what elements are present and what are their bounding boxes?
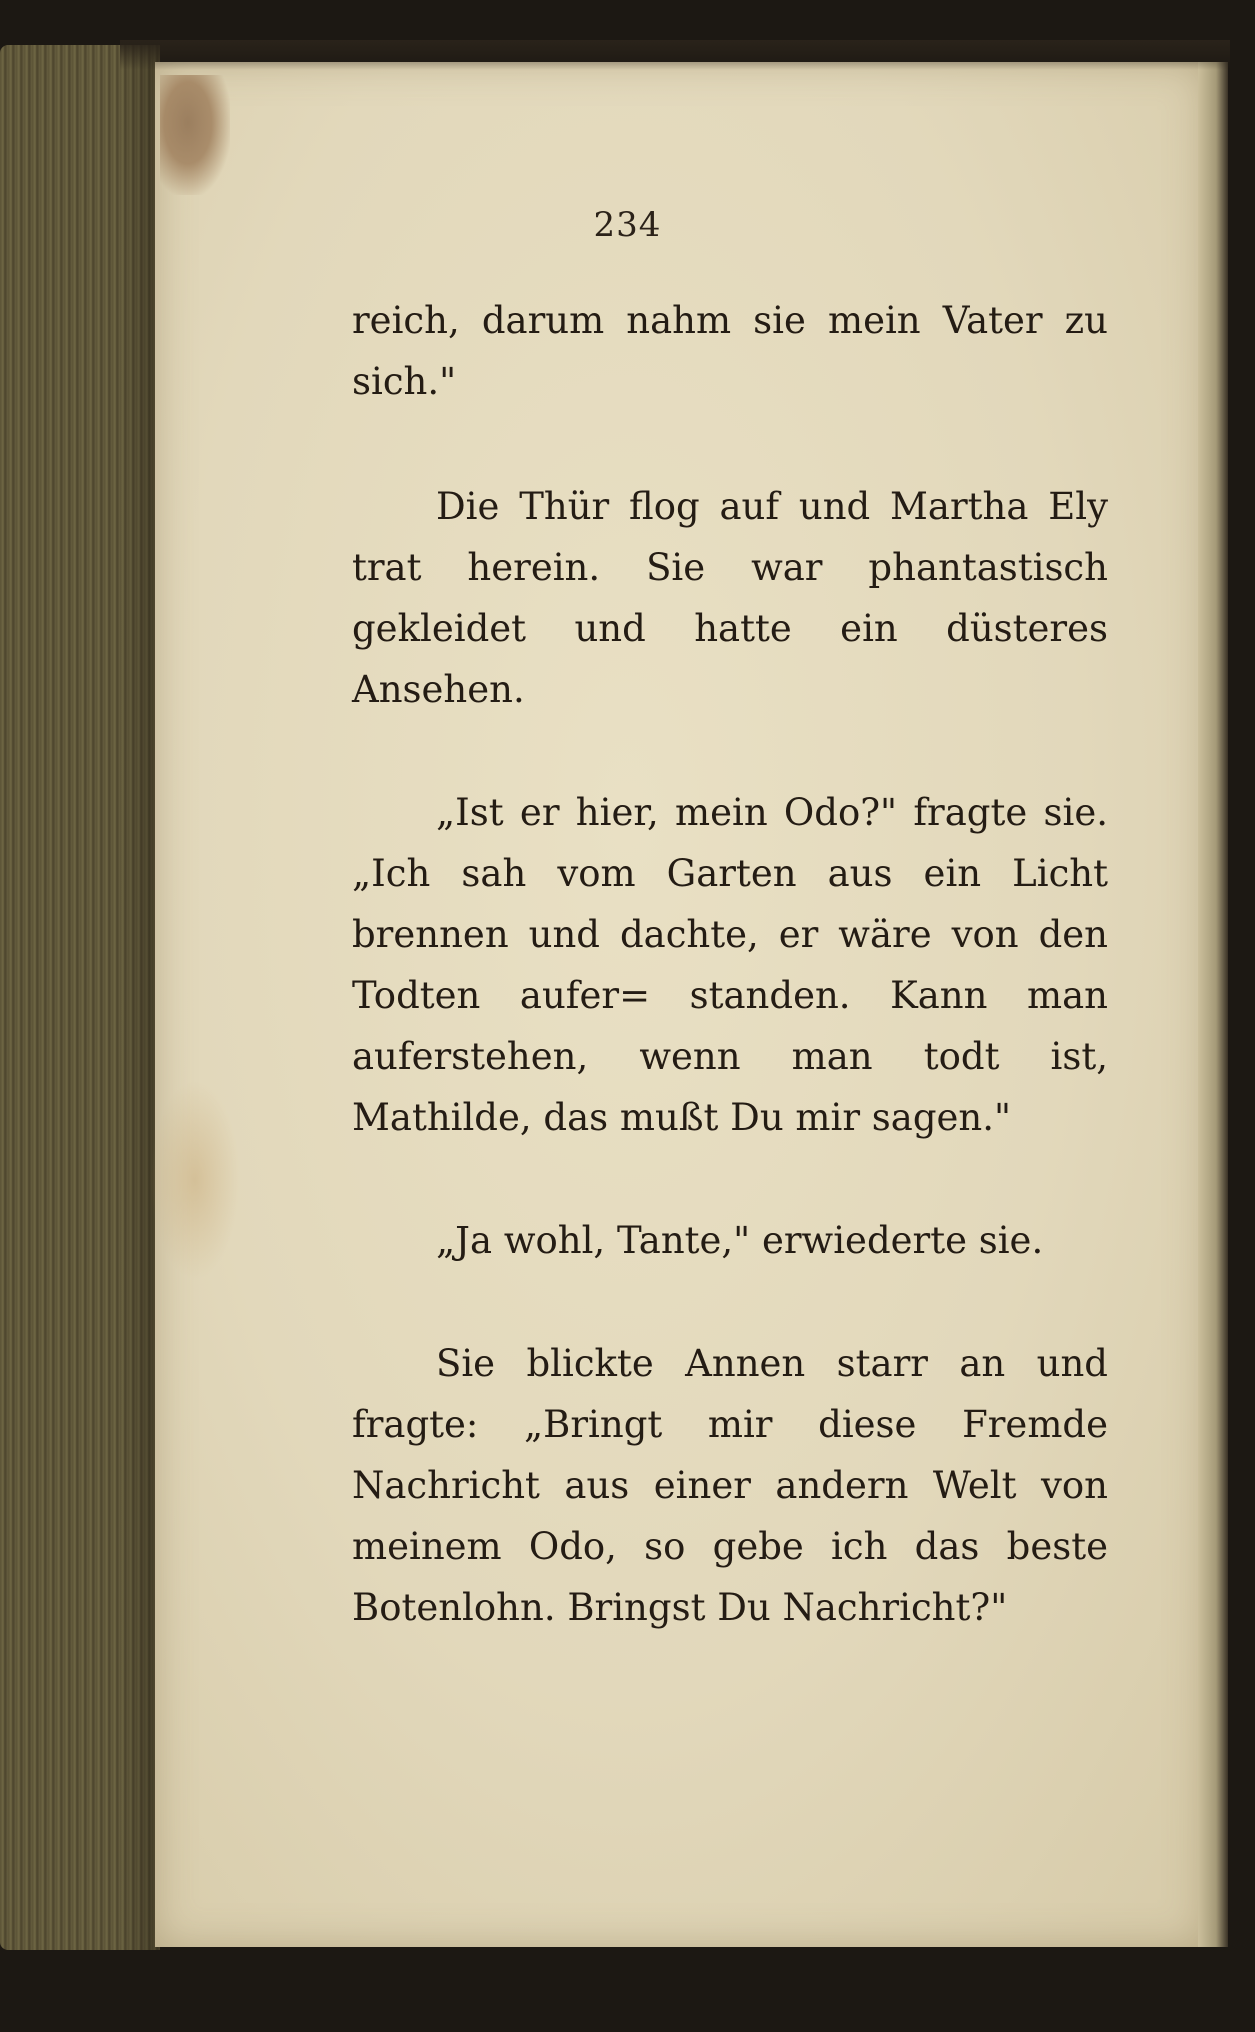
- top-shadow: [120, 40, 1230, 70]
- edge-shadow: [120, 45, 160, 1950]
- paragraph-1: reich, darum nahm sie mein Vater zu sich.": [352, 299, 1108, 403]
- paragraph-5: Sie blickte Annen starr an und fragte: „Bringt mir diese Fremde Nachricht aus einer andern Welt von meinem Odo, so gebe ich das beste Botenlohn. Bringst Du Nachricht?": [352, 1342, 1108, 1629]
- foxing-mark: [150, 1080, 240, 1280]
- page-number: 234: [593, 205, 662, 245]
- paragraph-3: „Ist er hier, mein Odo?" fragte sie. „Ich sah vom Garten aus ein Licht brennen und dachte, er wäre von den Todten aufer= standen. Kann man auferstehen, wenn man todt ist, Mathilde, das mußt Du mir sagen.": [352, 791, 1108, 1139]
- paragraph-4: „Ja wohl, Tante," erwiederte sie.: [436, 1219, 1044, 1262]
- page-right-edge: [1198, 62, 1228, 1947]
- stain-mark: [160, 75, 230, 195]
- paragraph-2: Die Thür flog auf und Martha Ely trat herein. Sie war phantastisch gekleidet und hatte ein düsteres Ansehen.: [352, 485, 1108, 711]
- text-block: [352, 290, 1108, 1638]
